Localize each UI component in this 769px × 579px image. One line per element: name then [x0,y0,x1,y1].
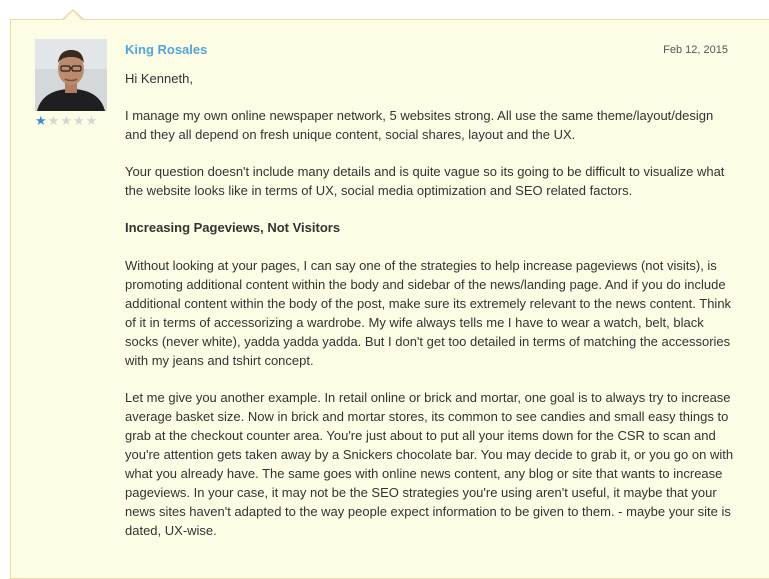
paragraph: Your question doesn't include many details and is quite vague so its going to be difficult to visualize what the website looks like in terms of UX, social media optimization and SEO related factors. [125,164,725,198]
star-empty-icon: ★ [47,114,60,129]
section-heading: Increasing Pageviews, Not Visitors [125,220,341,235]
star-empty-icon: ★ [72,114,85,129]
greeting: Hi Kenneth, [125,71,193,86]
rating-stars [35,115,97,129]
star-filled-icon: ★ [35,114,47,129]
paragraph: Without looking at your pages, I can say one of the strategies to help increase pageviews (not visits), is promoting additional content within the body and sidebar of the news/landing page. And if you do include additional content within the body of the post, make sure its extremely relevant to the news content. Think of it in terms of accessorizing a wardrobe. My wife always tells me I have to wear a watch, belt, black socks (never white), yadda yadda yadda. But I don't get too detailed in terms of matching the accessories with my jeans and tshirt concept. [125,258,732,368]
comment-date: Feb 12, 2015 [663,44,728,56]
avatar-photo-icon [35,39,107,111]
author-name[interactable]: King Rosales [125,42,208,57]
avatar[interactable] [35,39,107,111]
paragraph: I manage my own online newspaper network, 5 websites strong. All use the same theme/layout/design and they all depend on fresh unique content, social shares, layout and the UX. [125,108,714,142]
star-empty-icon: ★ [85,114,98,129]
paragraph: Let me give you another example. In retail online or brick and mortar, one goal is to always try to increase average basket size. Now in brick and mortar stores, its common to see candies and small easy things to grab at the checkout counter area. You're just about to put all your items down for the CSR to scan and you're attention gets taken away by a Snickers chocolate bar. You may decide to grab it, or you go on with what you already have. The same goes with online news content, any blog or site that wants to increase pageviews. In your case, it may not be the SEO strategies you're using aren't useful, it maybe that your news sites haven't adapted to the way people expect information to be given to them. - maybe your site is dated, UX-wise. [125,390,734,538]
comment-body [125,69,737,558]
comment-pointer [63,11,83,21]
star-empty-icon: ★ [60,114,72,129]
